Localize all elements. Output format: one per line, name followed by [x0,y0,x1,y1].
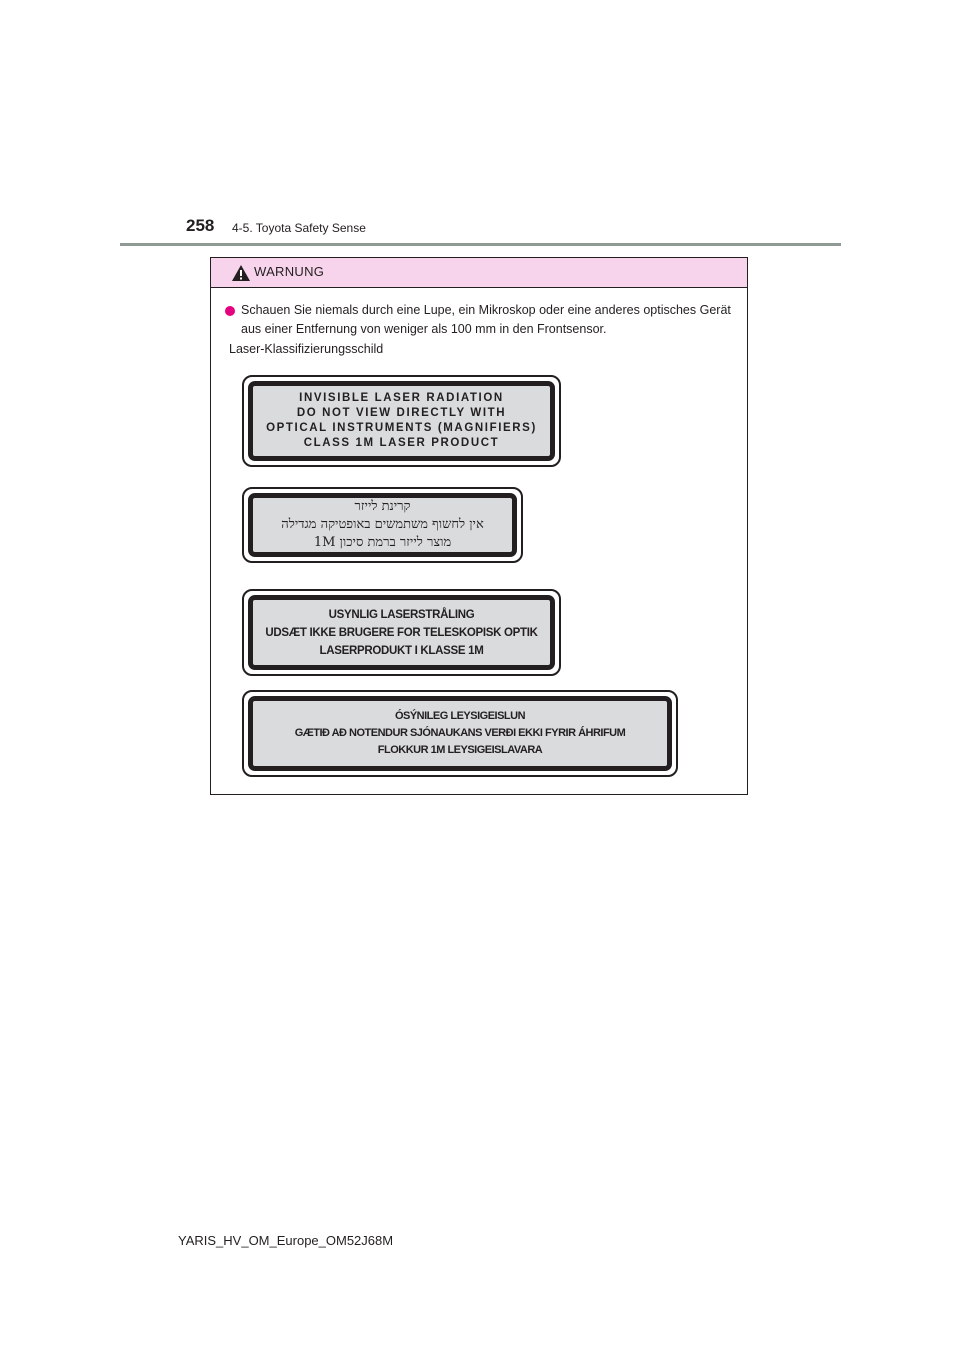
label-line: מוצר לייזר ברמת סיכון 1M [313,535,452,550]
warning-bullet-text: Schauen Sie niemals durch eine Lupe, ein Mikroskop oder eine anderes optisches Gerät aus einer Entfernung von weniger als 100 mm in den Frontsensor. [241,303,731,336]
laser-label-danish [242,589,561,676]
label-line: UDSÆT IKKE BRUGERE FOR TELESKOPISK OPTIK [265,626,538,639]
bullet-dot-icon [225,306,235,316]
label-line: INVISIBLE LASER RADIATION [299,392,504,404]
document-id: YARIS_HV_OM_Europe_OM52J68M [178,1233,394,1248]
label-line: USYNLIG LASERSTRÅLING [328,608,475,621]
warning-header [211,258,747,288]
label-line: אין לחשוף משתמשים באופטיקה מגדילה [281,517,484,532]
label-line: קרינת לייזר [354,499,411,514]
label-line: OPTICAL INSTRUMENTS (MAGNIFIERS) [266,422,537,434]
label-line: ÓSÝNILEG LEYSIGEISLUN [394,710,526,722]
label-line: FLOKKUR 1M LEYSIGEISLAVARA [377,744,543,756]
laser-label-english [242,375,561,467]
label-line: GÆTIÐ AÐ NOTENDUR SJÓNAUKANS VERÐI EKKI FYRIR ÁHRIFUM [294,727,626,739]
warning-triangle-icon [231,264,251,282]
label-line: LASERPRODUKT I KLASSE 1M [319,644,484,657]
header-rule [120,243,841,246]
label-line: CLASS 1M LASER PRODUCT [303,437,500,449]
label-subheading: Laser-Klassifizierungsschild [229,342,384,356]
warning-bullet [225,301,745,339]
page-number: 258 [186,216,215,235]
laser-label-hebrew [242,487,523,563]
warning-title: WARNUNG [254,264,325,279]
section-title: 4-5. Toyota Safety Sense [232,221,366,235]
warning-box [210,257,748,795]
laser-label-icelandic [242,690,678,777]
label-line: DO NOT VIEW DIRECTLY WITH [296,407,507,419]
